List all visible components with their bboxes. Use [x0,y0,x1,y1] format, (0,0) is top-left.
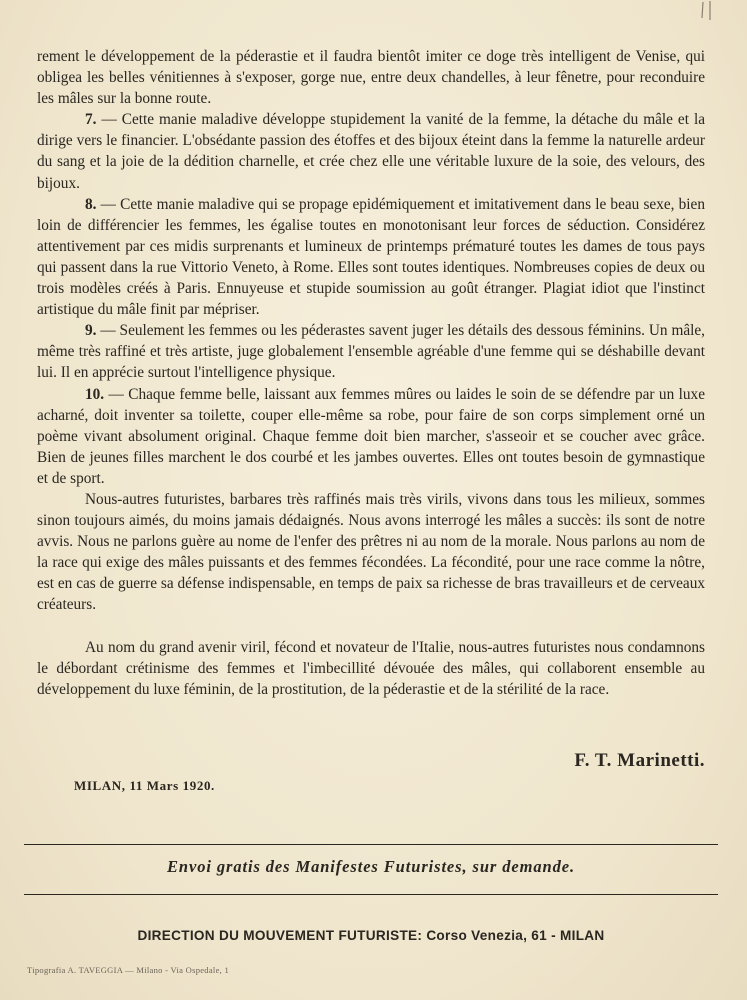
paragraph-conclusion [37,637,705,700]
paragraph-futuristes [37,489,705,616]
paragraph-text: — Seulement les femmes ou les péderastes savent juger les détails des dessous féminins. Un mâle, même très raffiné et très artiste, juge globalement l'ensemble agréable d'une femme qui se déshabille devant lui. Il en apprécie surtout l'intelligence physique. [37,322,705,382]
envoi-notice: Envoi gratis des Manifestes Futuristes, sur demande. [166,857,576,876]
pencil-mark-icon [697,0,717,22]
paragraph-text: Au nom du grand avenir viril, fécond et novateur de l'Italie, nous-autres futuristes nous condamnons le débordant crétinisme des femmes et l'imbecillité dévouée des mâles, qui collaborent ensemble au développement du luxe féminin, de la prostitution, de la péderastie et de la stérilité de la race. [37,638,705,698]
paragraph-7 [37,109,705,193]
dateline: MILAN, 11 Mars 1920. [74,778,215,793]
paragraph-text: — Cette manie maladive qui se propage epidémiquement et imitativement dans le beau sexe, bien loin de différencier les femmes, les égalise toutes en monotonisant leur forces de séduction. Considérez attentivement par ces midis surprenants et lumineux de printemps prématuré toutes les dames de tous pays qui passent dans la rue Vittorio Veneto, à Rome. Elles sont toutes identiques. Nombreuses copies de deux ou trois modèles créés à Paris. Ennuyeuse et stupide soumission au goût étranger. Plagiat idiot que l'instinct artistique du mâle finit par mépriser. [37,195,705,319]
paragraph-text: rement le développement de la péderastie et il faudra bientôt imiter ce doge très intelligent de Venise, qui obligea les belles vénitiennes à s'exposer, gorge nue, entre deux chandelles, à leur fênetre, pour reconduire les mâles sur la bonne route. [37,48,705,108]
paragraph-number: 7. [85,111,97,129]
paragraph-gap [37,616,705,637]
manifesto-body [37,46,705,700]
signature: F. T. Marinetti. [574,750,705,771]
paragraph-text: — Cette manie maladive développe stupidement la vanité de la femme, la détache du mâle et la dirige vers le financier. L'obsédante passion des étoffes et des bijoux éteint dans la femme la naturelle ardeur du sang et la joie de la dédition charnelle, et crée chez elle une véritable luxure de la soie, des velours, des bijoux. [37,111,705,192]
direction-address: DIRECTION DU MOUVEMENT FUTURISTE: Corso Venezia, 61 - MILAN [137,928,605,943]
paragraph-9 [37,320,705,383]
divider-top [24,844,718,845]
paragraph-number: 10. [85,385,105,403]
paragraph-continuation [37,46,705,109]
paragraph-10 [37,384,705,489]
paragraph-number: 9. [85,322,97,340]
paragraph-text: — Chaque femme belle, laissant aux femmes mûres ou laides le soin de se défendre par un luxe acharné, doit inventer sa toilette, couper elle-même sa robe, pour faire de son corps simplement orné un poème vivant absolument original. Chaque femme doit bien marcher, s'asseoir et se coucher avec grâce. Bien de jeunes filles marchent le dos courbé et les jambes ouvertes. Elles ont toutes besoin de gymnastique et de sport. [37,385,705,487]
printer-imprint: Tipografia A. TAVEGGIA — Milano - Via Ospedale, 1 [27,965,230,975]
paragraph-8 [37,194,705,321]
paragraph-text: Nous-autres futuristes, barbares très raffinés mais très virils, vivons dans tous les milieux, sommes sinon toujours aimés, du moins jamais dédaignés. Nous avons interrogé les mâles a succès: ils sont de notre avvis. Nous ne parlons guère au nome de l'enfer des prêtres ni au nom de la morale. Nous parlons au nom de la race qui exige des mâles puissants et des femmes fécondées. La fécondité, pour une race comme la nôtre, est en cas de guerre sa défense indispensable, en temps de paix sa richesse de bras travailleurs et de cerveaux créateurs. [37,490,705,614]
divider-bottom [24,894,718,895]
corner-marks [697,0,717,27]
paragraph-number: 8. [85,195,97,213]
